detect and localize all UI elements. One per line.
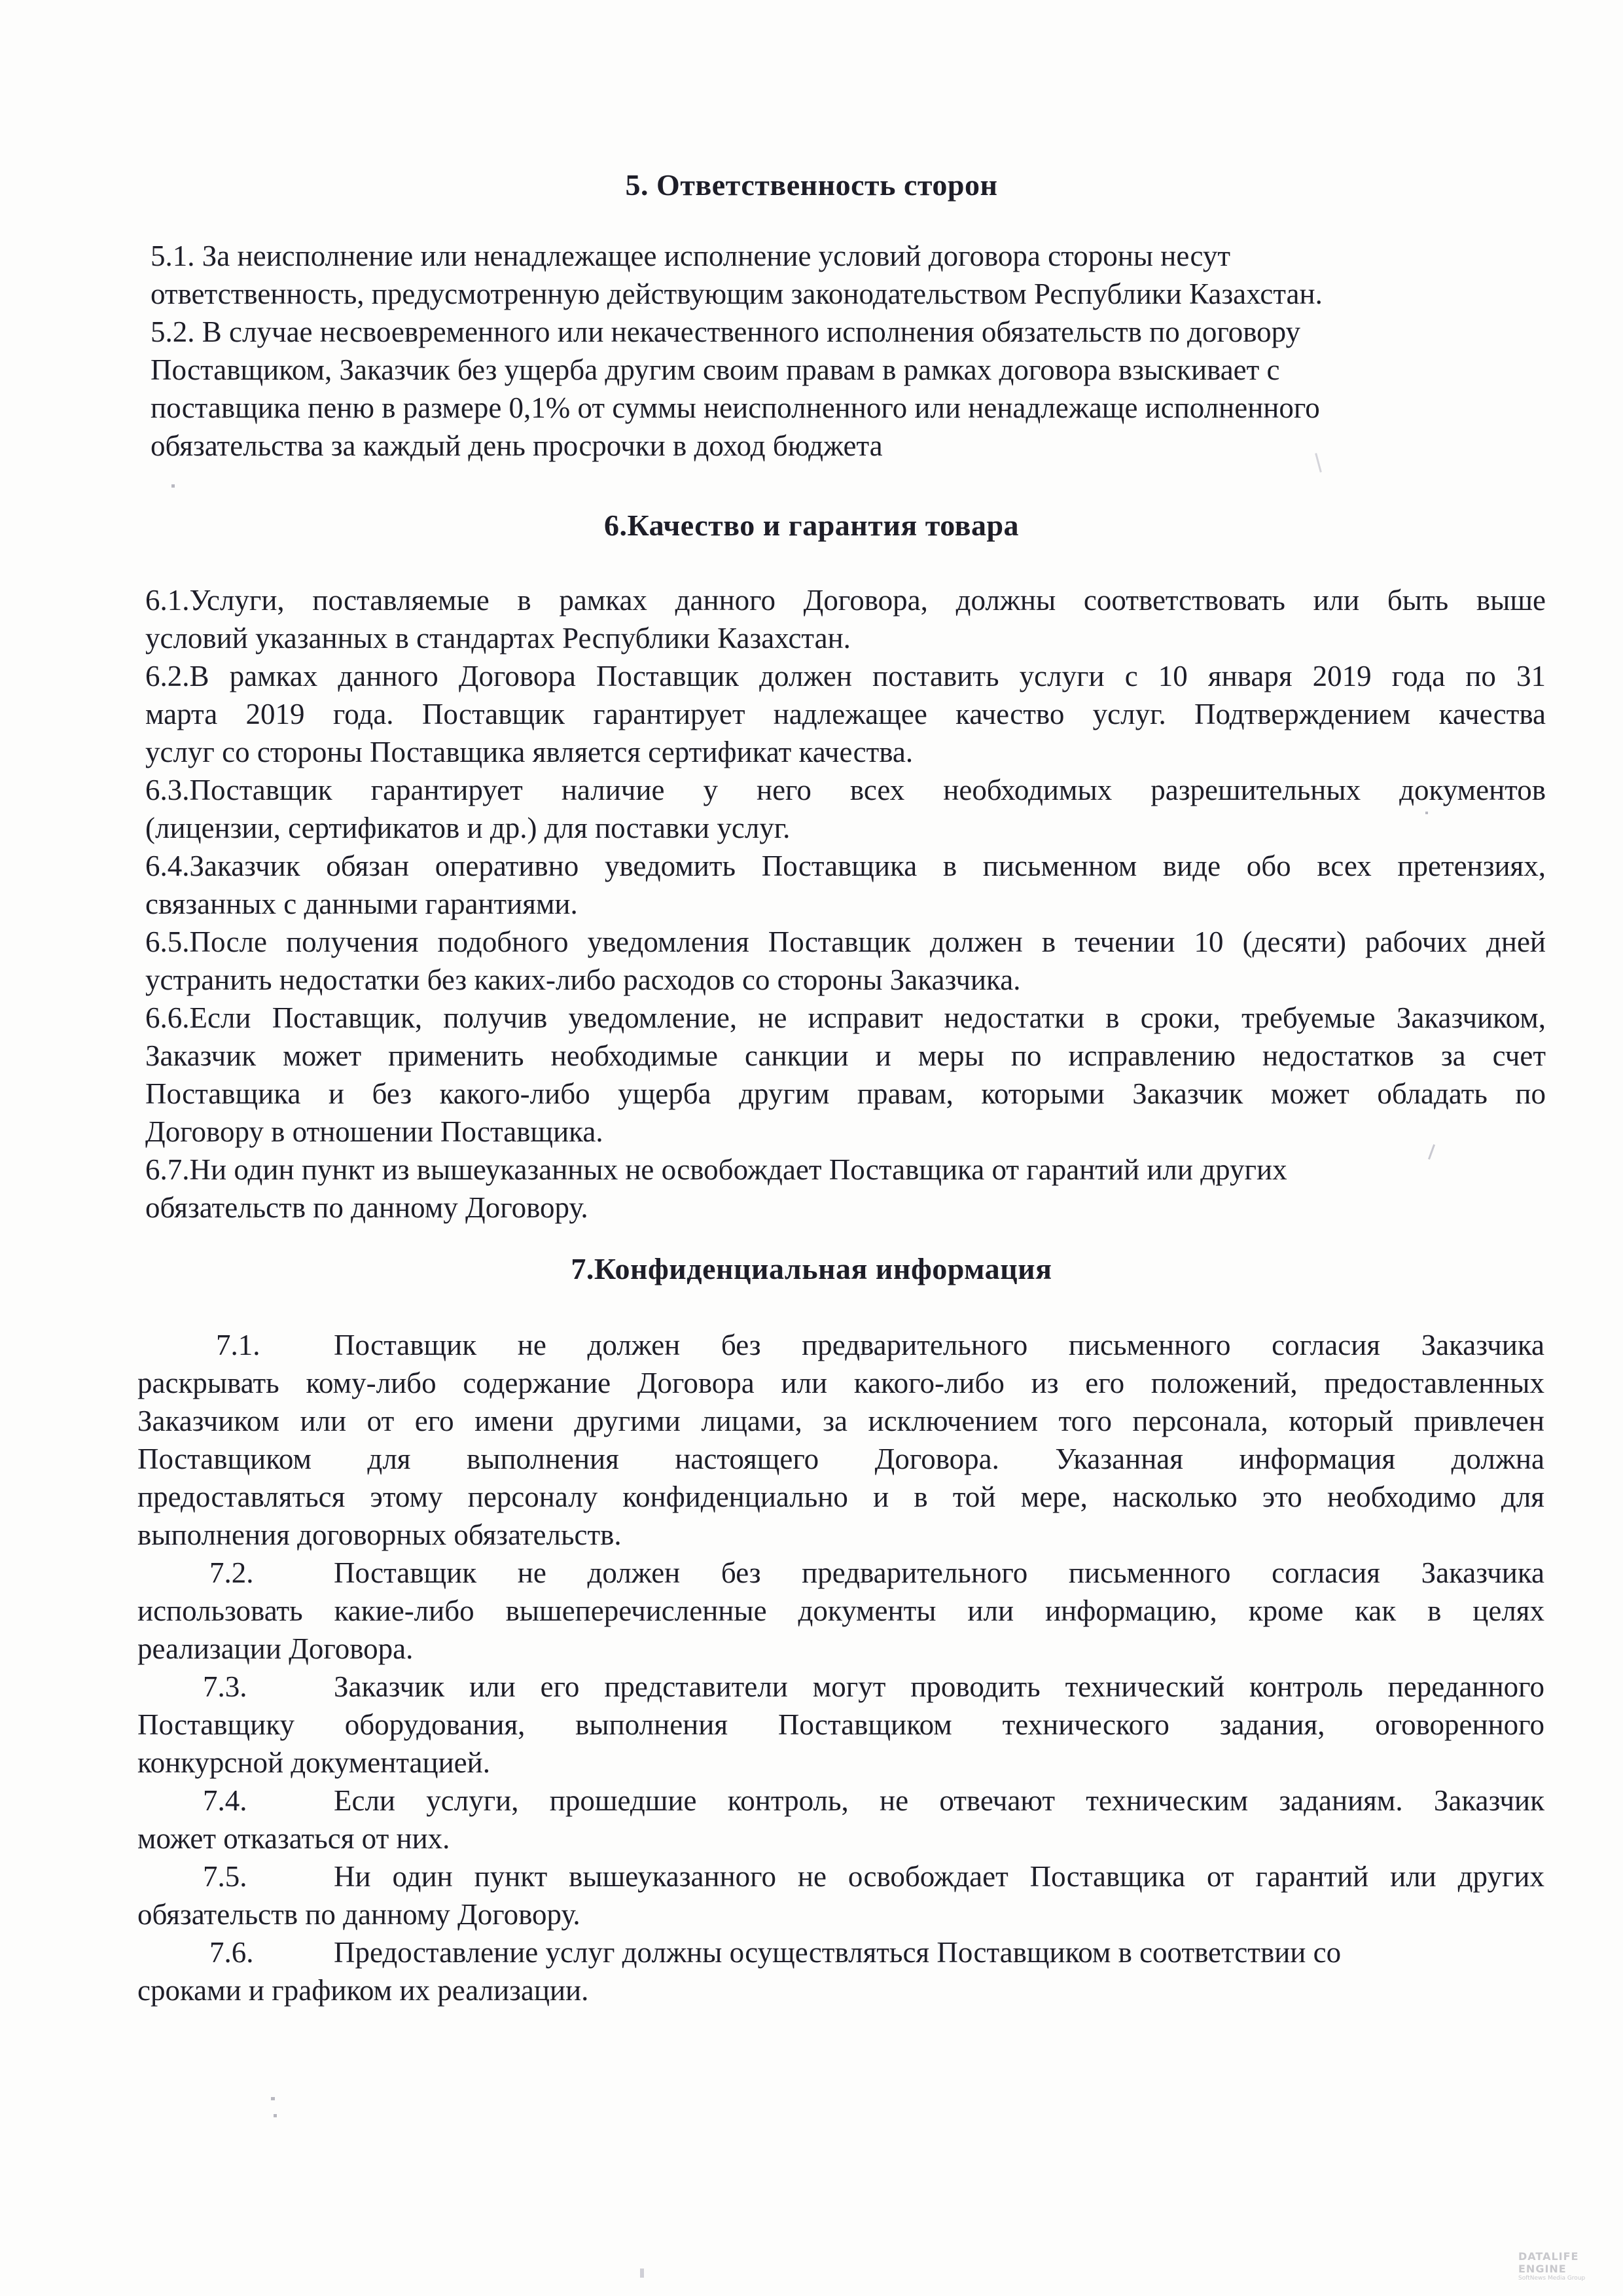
paragraph-line: 6.5.После получения подобного уведомления Поставщик должен в течении 10 (десяти) рабочих дней	[145, 925, 1546, 958]
paragraph-line: Договору в отношении Поставщика.	[145, 1115, 603, 1148]
paragraph-line: 6.2.В рамках данного Договора Поставщик должен поставить услуги с 10 января 2019 года по 31	[145, 660, 1546, 692]
clause-text: Если услуги, прошедшие контроль, не отвечают техническим заданиям. Заказчик	[334, 1784, 1544, 1817]
section-7-title: 7.Конфиденциальная информация	[571, 1252, 1052, 1285]
clause-7-6	[137, 1933, 1544, 2009]
paragraph-line: обязательств по данному Договору.	[137, 1898, 580, 1931]
clause-7-1	[137, 1326, 1544, 1554]
paragraph-line: 6.3.Поставщик гарантирует наличие у него всех необходимых разрешительных документов	[145, 774, 1546, 806]
scan-speck	[271, 2097, 275, 2100]
paragraph-line: 5.2. В случае несвоевременного или некачественного исполнения обязательств по договору	[151, 315, 1301, 348]
clause-7-2	[137, 1554, 1544, 1668]
paragraph-line: Поставщику оборудования, выполнения Поставщиком технического задания, оговоренного	[137, 1708, 1544, 1741]
clause-text: Заказчик или его представители могут проводить технический контроль переданного	[334, 1670, 1544, 1703]
clause-first-line	[137, 1668, 1544, 1706]
watermark-logo	[1518, 2250, 1597, 2282]
paragraph-line: Поставщика и без какого-либо ущерба другим правам, которыми Заказчик может обладать по	[145, 1077, 1546, 1110]
watermark-sub-text: SoftNews Media Group	[1518, 2275, 1586, 2282]
clause-number: 7.4.	[203, 1784, 247, 1817]
clause-text: Предоставление услуг должны осуществляться Поставщиком в соответствии со	[334, 1936, 1342, 1969]
section-7-body	[137, 1326, 1544, 2009]
paragraph-line: Заказчиком или от его имени другими лицами, за исключением того персонала, который привлечен	[137, 1405, 1544, 1437]
clause-number: 7.1.	[216, 1329, 260, 1361]
section-6-body	[145, 581, 1546, 1227]
paragraph-line: 6.6.Если Поставщик, получив уведомление, не исправит недостатки в сроки, требуемые Заказчиком,	[145, 1001, 1546, 1034]
paragraph-line: 6.7.Ни один пункт из вышеуказанных не освобождает Поставщика от гарантий или других	[145, 1153, 1287, 1186]
scan-speck	[171, 484, 175, 488]
paragraph-line: обязательства за каждый день просрочки в доход бюджета	[151, 429, 883, 462]
paragraph-line: предоставляться этому персоналу конфиденциально и в той мере, насколько это необходимо для	[137, 1480, 1544, 1513]
paragraph-line: 6.4.Заказчик обязан оперативно уведомить Поставщика в письменном виде обо всех претензиях,	[145, 850, 1546, 882]
paragraph-line: Заказчик может применить необходимые санкции и меры по исправлению недостатков за счет	[145, 1039, 1546, 1072]
paragraph-line: устранить недостатки без каких-либо расходов со стороны Заказчика.	[145, 963, 1021, 996]
clause-7-4	[137, 1782, 1544, 1857]
paragraph-line: реализации Договора.	[137, 1632, 414, 1665]
paragraph-line: выполнения договорных обязательств.	[137, 1518, 622, 1551]
section-5-body	[151, 237, 1459, 465]
clause-number: 7.3.	[203, 1670, 247, 1703]
scan-speck	[274, 2114, 277, 2117]
paragraph-line: 6.1.Услуги, поставляемые в рамках данного Договора, должны соответствовать или быть выше	[145, 584, 1546, 617]
clause-text: Поставщик не должен без предварительного письменного согласия Заказчика	[334, 1329, 1544, 1361]
section-6-title: 6.Качество и гарантия товара	[603, 509, 1020, 542]
paragraph-line: Поставщиком, Заказчик без ущерба другим своим правам в рамках договора взыскивает с	[151, 353, 1280, 386]
paragraph-line: условий указанных в стандартах Республики Казахстан.	[145, 622, 851, 655]
clause-7-3	[137, 1668, 1544, 1782]
scan-speck	[1425, 812, 1428, 814]
clause-first-line	[137, 1326, 1544, 1364]
paragraph-line: использовать какие-либо вышеперечисленные документы или информацию, кроме как в целях	[137, 1594, 1544, 1627]
paragraph-line: связанных с данными гарантиями.	[145, 888, 578, 920]
clause-number: 7.6.	[209, 1936, 254, 1969]
clause-number: 7.5.	[203, 1860, 247, 1893]
paragraph-line: обязательств по данному Договору.	[145, 1191, 588, 1224]
clause-first-line	[137, 1782, 1544, 1820]
paragraph-line: Поставщиком для выполнения настоящего Договора. Указанная информация должна	[137, 1443, 1544, 1475]
paragraph-line: поставщика пеню в размере 0,1% от суммы неисполненного или ненадлежаще исполненного	[151, 391, 1320, 424]
clause-number: 7.2.	[209, 1556, 254, 1589]
paragraph-line: ответственность, предусмотренную действующим законодательством Республики Казахстан.	[151, 278, 1323, 310]
clause-7-5	[137, 1857, 1544, 1933]
clause-text: Поставщик не должен без предварительного письменного согласия Заказчика	[334, 1556, 1544, 1589]
clause-first-line	[137, 1933, 1544, 1971]
paragraph-line: (лицензии, сертификатов и др.) для поставки услуг.	[145, 812, 791, 844]
clause-first-line	[137, 1857, 1544, 1895]
scan-speck	[640, 2269, 644, 2278]
paragraph-line: раскрывать кому-либо содержание Договора или какого-либо из его положений, предоставленных	[137, 1367, 1544, 1399]
clause-text: Ни один пункт вышеуказанного не освобождает Поставщика от гарантий или других	[334, 1860, 1544, 1893]
clause-first-line	[137, 1554, 1544, 1592]
paragraph-line: марта 2019 года. Поставщик гарантирует надлежащее качество услуг. Подтверждением качества	[145, 698, 1546, 730]
paragraph-line: 5.1. За неисполнение или ненадлежащее исполнение условий договора стороны несут	[151, 240, 1230, 272]
paragraph-line: услуг со стороны Поставщика является сертификат качества.	[145, 736, 914, 768]
watermark-logo-text: DATALIFE ENGINE	[1518, 2250, 1579, 2275]
paragraph-line: может отказаться от них.	[137, 1822, 450, 1855]
paragraph-line: конкурсной документацией.	[137, 1746, 490, 1779]
paragraph-line: сроками и графиком их реализации.	[137, 1974, 589, 2007]
section-5-title: 5. Ответственность сторон	[625, 168, 998, 202]
